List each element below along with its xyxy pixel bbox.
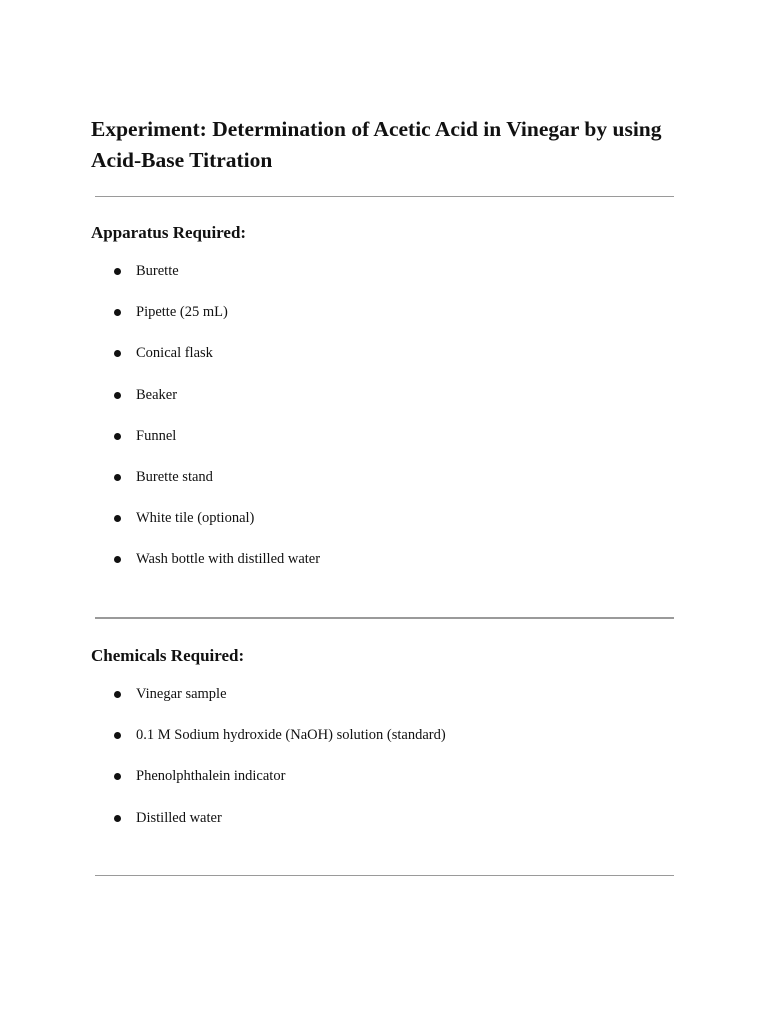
list-item-text: Burette bbox=[136, 263, 179, 279]
bullet-icon bbox=[114, 815, 121, 822]
list-item-text: Conical flask bbox=[136, 345, 213, 362]
list-item-text: Vinegar sample bbox=[136, 686, 227, 702]
list-item-text: Distilled water bbox=[136, 809, 222, 826]
divider-middle bbox=[95, 617, 674, 619]
bullet-icon bbox=[114, 433, 121, 440]
bullet-icon bbox=[114, 350, 121, 357]
divider-bottom bbox=[95, 875, 674, 876]
bullet-icon bbox=[114, 268, 121, 275]
list-item-text: Beaker bbox=[136, 386, 178, 403]
bullet-icon bbox=[114, 515, 121, 522]
list-item-text: 0.1 M Sodium hydroxide (NaOH) solution (standard) bbox=[136, 727, 446, 744]
bullet-icon bbox=[114, 773, 121, 780]
list-item-text: Phenolphthalein indicator bbox=[136, 768, 286, 785]
list-item-text: Funnel bbox=[136, 427, 177, 444]
list-item-text: White tile (optional) bbox=[136, 510, 255, 527]
chemicals-heading: Chemicals Required: bbox=[91, 646, 245, 665]
bullet-icon bbox=[114, 556, 121, 563]
page-title: Experiment: Determination of Acetic Acid in Vinegar by using Acid-Base Titration bbox=[91, 117, 662, 172]
bullet-icon bbox=[114, 309, 121, 316]
bullet-icon bbox=[114, 732, 121, 739]
list-item-text: Pipette (25 mL) bbox=[136, 304, 228, 321]
bullet-icon bbox=[114, 392, 121, 399]
bullet-icon bbox=[114, 474, 121, 481]
list-item-text: Burette stand bbox=[136, 468, 213, 485]
apparatus-heading: Apparatus Required: bbox=[91, 223, 247, 242]
bullet-icon bbox=[114, 691, 121, 698]
divider-top bbox=[95, 196, 674, 197]
list-item-text: Wash bottle with distilled water bbox=[136, 551, 321, 568]
